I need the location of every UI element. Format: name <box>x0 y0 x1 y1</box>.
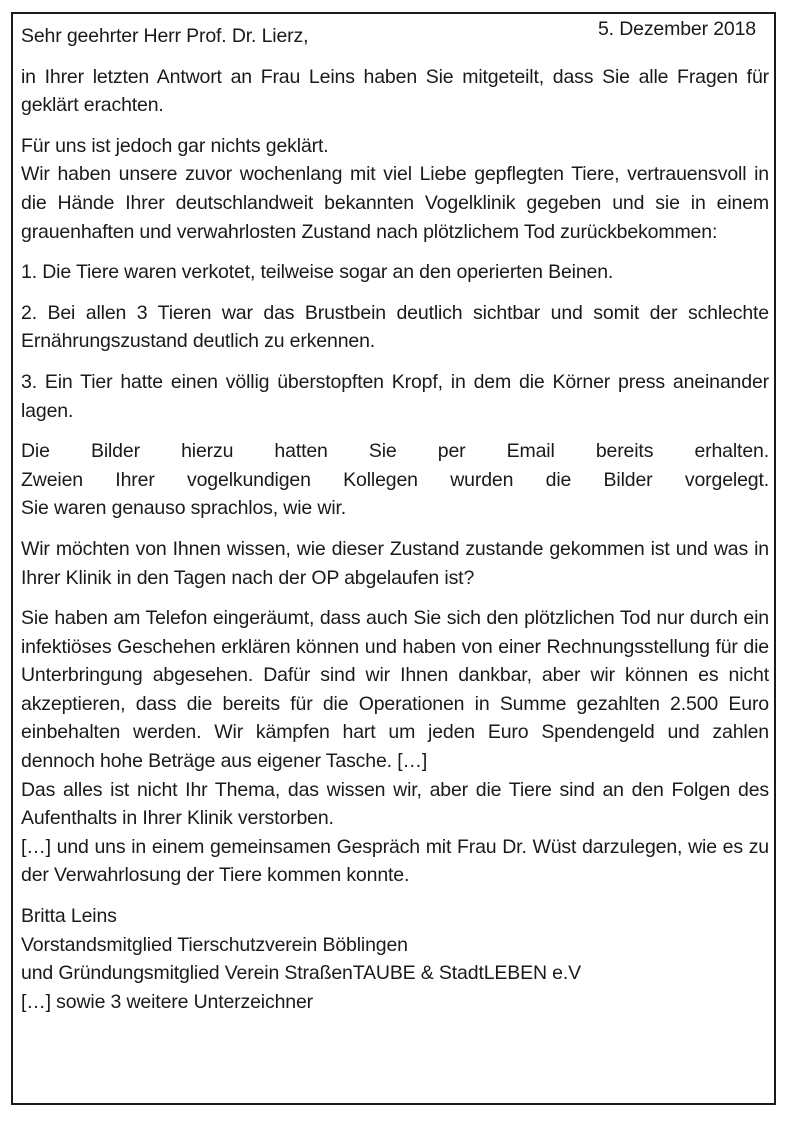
signature-others: […] sowie 3 weitere Unterzeichner <box>21 990 314 1013</box>
paragraph-question: Wir möchten von Ihnen wissen, wie dieser Zustand zustande gekommen ist und was in Ihrer Klinik in den Tagen nach der OP abgelaufen ist? <box>21 537 769 589</box>
signature-role-1: Vorstandsmitglied Tierschutzverein Böblingen <box>21 933 408 956</box>
paragraph-phone-request: […] und uns in einem gemeinsamen Gespräch mit Frau Dr. Wüst darzulegen, wie es zu der Verwahrlosung der Tiere kommen konnte. <box>21 835 769 887</box>
salutation: Sehr geehrter Herr Prof. Dr. Lierz, <box>21 25 309 47</box>
paragraph-intro: in Ihrer letzten Antwort an Frau Leins haben Sie mitgeteilt, dass Sie alle Fragen für geklärt erachten. <box>21 65 769 117</box>
list-item-1: 1. Die Tiere waren verkotet, teilweise sogar an den operierten Beinen. <box>21 261 614 284</box>
paragraph-situation <box>21 132 769 246</box>
signature-role-2: und Gründungsmitglied Verein StraßenTAUBE & StadtLEBEN e.V <box>21 962 581 985</box>
paragraph-situation-body: Wir haben unsere zuvor wochenlang mit viel Liebe gepflegten Tiere, vertrauensvoll in die Hände Ihrer deutschlandweit bekannten Vogelklinik gegeben und sie in einem grauenhaften und verwahrlosten Zustand nach plötzlichem Tod zurückbekommen: <box>21 163 769 243</box>
list-item-2: 2. Bei allen 3 Tieren war das Brustbein deutlich sichtbar und somit der schlechte Ernährungszustand deutlich zu erkennen. <box>21 301 769 353</box>
paragraph-phone-topic: Das alles ist nicht Ihr Thema, das wissen wir, aber die Tiere sind an den Folgen des Aufenthalts in Ihrer Klinik verstorben. <box>21 778 769 830</box>
paragraph-photos-line-3: Sie waren genauso sprachlos, wie wir. <box>21 497 347 520</box>
signature-block <box>21 902 769 1016</box>
paragraph-photos-line-2: Zweien Ihrer vogelkundigen Kollegen wurden die Bilder vorgelegt. <box>21 468 769 491</box>
paragraph-phone <box>21 604 769 890</box>
paragraph-situation-lead: Für uns ist jedoch gar nichts geklärt. <box>21 134 329 157</box>
letter-body <box>21 22 769 1016</box>
paragraph-photos <box>21 437 769 523</box>
paragraph-photos-line-1: Die Bilder hierzu hatten Sie per Email bereits erhalten. <box>21 440 769 463</box>
list-item-3: 3. Ein Tier hatte einen völlig überstopften Kropf, in dem die Körner press aneinander lagen. <box>21 370 769 422</box>
signature-name: Britta Leins <box>21 905 117 928</box>
paragraph-phone-body: Sie haben am Telefon eingeräumt, dass auch Sie sich den plötzlichen Tod nur durch ein infektiöses Geschehen erklären können und haben von einer Rechnungsstellung für die Unterbringung abgesehen. Dafür sind wir Ihnen dankbar, aber wir können es nicht akzeptieren, dass die bereits für die Operationen in Summe gezahlten 2.500 Euro einbehalten werden. Wir kämpfen hart um jeden Euro Spendengeld und zahlen dennoch hohe Beträge aus eigener Tasche. […] <box>21 607 769 773</box>
letter-date: 5. Dezember 2018 <box>597 18 756 40</box>
